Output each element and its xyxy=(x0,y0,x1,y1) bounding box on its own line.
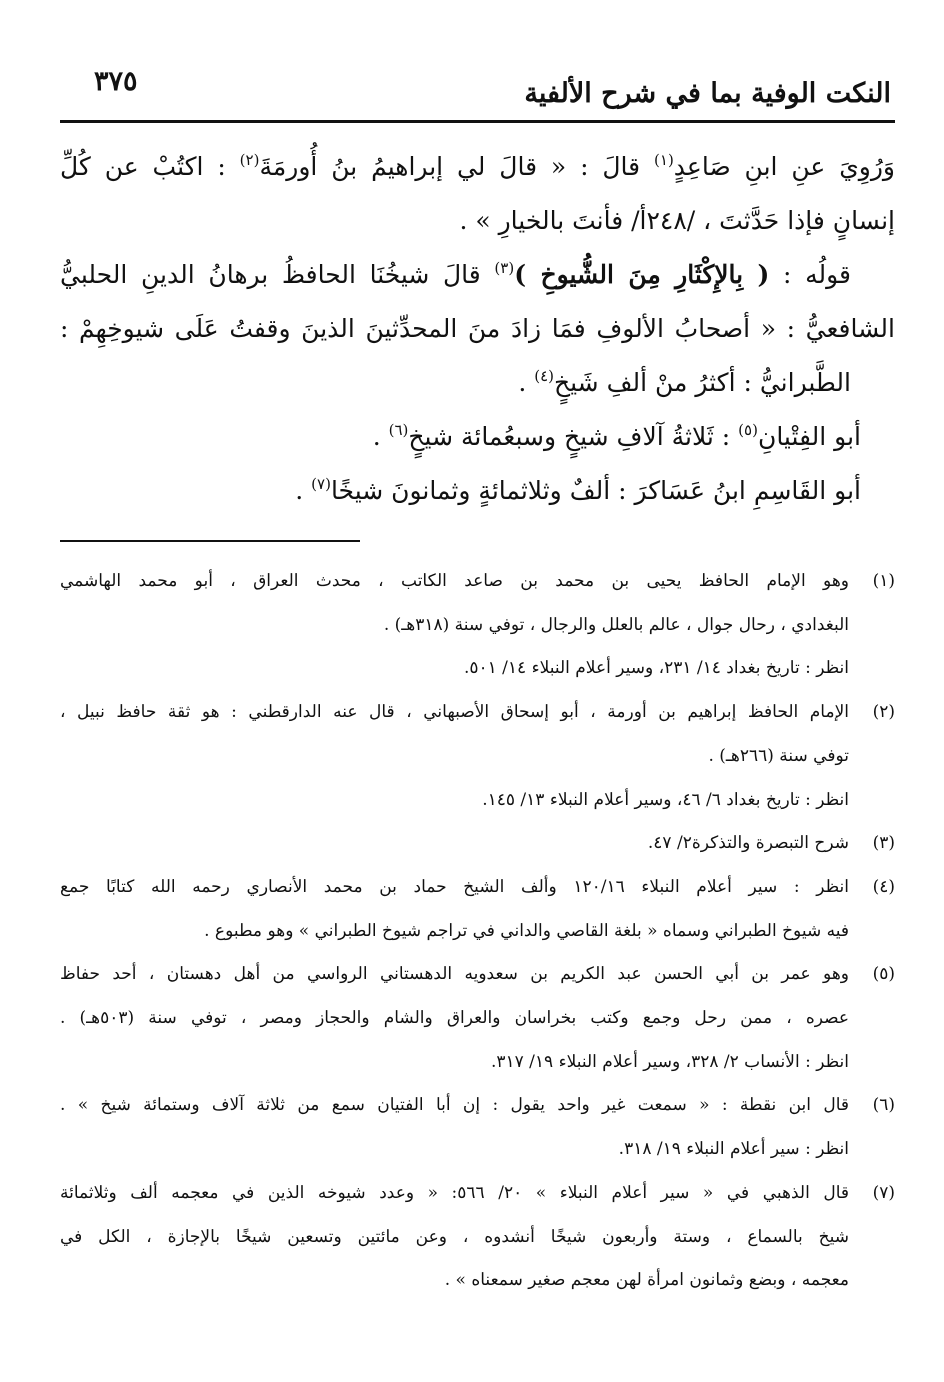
footnote-number: (١) xyxy=(872,571,895,591)
text-run: قالَ : « قالَ لي إبراهيمُ بنُ أُورمَةَ xyxy=(259,152,655,181)
page-header xyxy=(60,50,895,120)
text-run: وَرُوِيَ عنِ ابنِ صَاعِدٍ xyxy=(673,152,895,181)
footnote-line xyxy=(60,560,895,604)
footnote-number: (٧) xyxy=(872,1182,895,1203)
footnote-line xyxy=(60,822,895,866)
footnote-line xyxy=(60,647,895,691)
footnote-line xyxy=(60,1216,895,1260)
footnote-text: عصره ، ممن رحل وجمع وكتب بخراسان والعراق والشام والحجاز ومصر ، توفي سنة (٥٠٣هـ) . xyxy=(60,1008,849,1029)
footnote-marker[interactable]: (٤) xyxy=(534,367,554,385)
main-line xyxy=(60,194,895,248)
footnotes xyxy=(60,560,895,1303)
text-run: الطَّبرانيُّ : أكثرُ منْ ألفِ شَيخٍ xyxy=(554,368,851,397)
footnote-marker[interactable]: (١) xyxy=(654,151,674,169)
running-title: النكت الوفية بما في شرح الألفية xyxy=(524,78,891,109)
main-line xyxy=(60,302,895,356)
header-rule xyxy=(60,120,895,123)
footnote-marker[interactable]: (٣) xyxy=(494,259,515,277)
text-run: قولُه : xyxy=(769,260,851,289)
footnote-text: وهو الإمام الحافظ يحيى بن محمد بن صاعد الكاتب ، محدث العراق ، أبو محمد الهاشمي xyxy=(60,571,849,591)
footnote-line xyxy=(60,910,895,954)
footnote-marker[interactable]: (٢) xyxy=(239,151,260,169)
page-number: ٣٧٥ xyxy=(94,66,138,97)
footnote-line xyxy=(60,691,895,735)
footnote-line xyxy=(60,735,895,779)
footnote-text: فيه شيوخ الطبراني وسماه « بلغة القاصي والداني في تراجم شيوخ الطبراني » وهو مطبوع . xyxy=(204,920,849,941)
main-text xyxy=(60,140,895,518)
footnote-text: انظر : سير أعلام النبلاء ١٢٠/١٦ وألف الشيخ حماد بن محمد الأنصاري رحمه الله كتابًا جمع xyxy=(60,876,849,897)
footnote-text: انظر : الأنساب ٢/ ٣٢٨، وسير أعلام النبلاء ١٩/ ٣١٧. xyxy=(490,1051,849,1072)
footnote-number: (٤) xyxy=(872,876,895,897)
footnote-text: شيخ بالسماع ، وستة وأربعون شيخًا أنشدوه ، وعن مائتين وتسعين شيخًا بالإجازة ، الكل في xyxy=(60,1226,849,1247)
text-run: . xyxy=(372,422,389,451)
footnote-line xyxy=(60,997,895,1041)
footnote-text: توفي سنة (٢٦٦هـ) . xyxy=(708,745,849,766)
text-run: : اكتُبْ عن كُلِّ xyxy=(60,152,240,181)
footnote-text: البغدادي ، رحال جوال ، عالم بالعلل والرجال ، توفي سنة (٣١٨هـ) . xyxy=(383,614,849,635)
text-run: . xyxy=(518,368,535,397)
footnote-text: وهو عمر بن أبي الحسن عبد الكريم بن سعدويه الدهستاني الرواسي من أهل دهستان ، أحد حفاظ xyxy=(60,964,849,985)
footnote-text: انظر : سير أعلام النبلاء ١٩/ ٣١٨. xyxy=(618,1139,849,1160)
footnote-marker[interactable]: (٦) xyxy=(388,421,409,439)
footnote-line xyxy=(60,953,895,997)
footnote-line xyxy=(60,604,895,648)
text-run: إنسانٍ فإذا حَدَّثتَ ، /٢٤٨أ/ فأنتَ بالخيارِ » . xyxy=(459,206,895,235)
list-item xyxy=(60,410,895,464)
book-page xyxy=(60,50,895,1350)
footnote-number: (٢) xyxy=(872,702,895,723)
footnote-line xyxy=(60,1128,895,1172)
footnote-text: الإمام الحافظ إبراهيم بن أورمة ، أبو إسحاق الأصبهاني ، قال عنه الدارقطني : هو ثقة حافظ نبيل ، xyxy=(60,702,849,723)
footnote-line xyxy=(60,1041,895,1085)
text-run: أبو الفِتْيانِ xyxy=(757,422,861,451)
main-line xyxy=(60,248,895,302)
footnote-line xyxy=(60,1084,895,1128)
main-line xyxy=(60,140,895,194)
footnote-text: انظر : تاريخ بغداد ١٤/ ٢٣١، وسير أعلام النبلاء ١٤/ ٥٠١. xyxy=(463,658,849,679)
footnote-text: قال ابن نقطة : « سمعت غير واحد يقول : إن أبا الفتيان سمع من ثلاثة آلاف وستمائة شيخ » . xyxy=(60,1095,849,1116)
text-run: . xyxy=(295,476,312,505)
footnote-line xyxy=(60,779,895,823)
footnote-text: معجمه ، وبضع وثمانون امرأة لهن معجم صغير سمعناه » . xyxy=(444,1270,849,1291)
footnote-text: شرح التبصرة والتذكرة٢/ ٤٧. xyxy=(647,833,849,854)
footnote-line xyxy=(60,1259,895,1303)
text-run: قالَ شيخُنَا الحافظُ برهانُ الدينِ الحلبيُّ xyxy=(60,260,495,289)
text-run: أبو القَاسِمِ ابنُ عَسَاكرَ : ألفٌ وثلاثمائةٍ وثمانونَ شيخًا xyxy=(330,476,861,505)
footnote-marker[interactable]: (٧) xyxy=(311,475,331,493)
footnote-number: (٣) xyxy=(872,833,895,854)
footnote-text: قال الذهبي في « سير أعلام النبلاء » ٢٠/ ٥٦٦: « وعدد شيوخه الذين في معجمه ألف وثلاثمائة xyxy=(60,1182,849,1203)
footnote-line xyxy=(60,1172,895,1216)
footnote-text: انظر : تاريخ بغداد ٦/ ٤٦، وسير أعلام النبلاء ١٣/ ١٤٥. xyxy=(482,789,849,810)
text-run: : ثَلاثةُ آلافِ شيخٍ وسبعُمائة شيخٍ xyxy=(408,422,739,451)
footnote-marker[interactable]: (٥) xyxy=(738,421,758,439)
footnote-number: (٥) xyxy=(872,964,895,985)
quoted-term: ( بِالإِكْثَارِ مِنَ الشُّيوخِ ) xyxy=(514,260,770,289)
list-item xyxy=(60,464,895,518)
footnote-separator xyxy=(60,540,360,542)
list-item xyxy=(60,356,895,410)
text-run: الشافعيُّ : « أصحابُ الألوفِ فمَا زادَ منَ المحدِّثينَ الذينَ وقفتُ عَلَى شيوخِهِمْ : xyxy=(60,314,895,343)
footnote-line xyxy=(60,866,895,910)
footnote-number: (٦) xyxy=(872,1095,895,1116)
